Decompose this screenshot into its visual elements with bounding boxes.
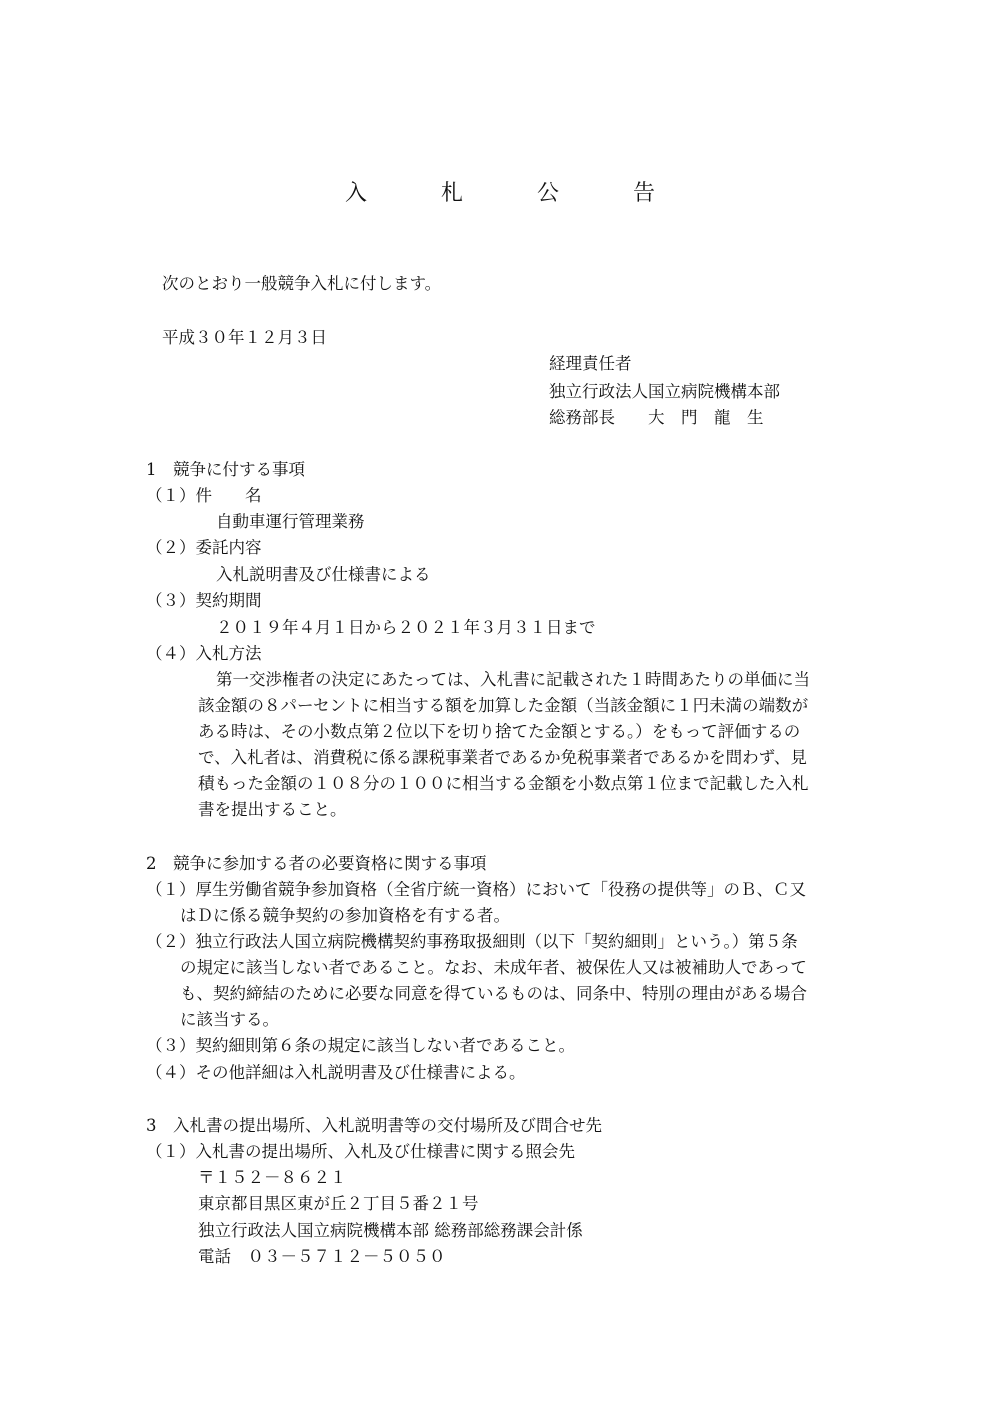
section-1-item-1-label: （１）件 名 <box>146 486 262 505</box>
issuer-role: 経理責任者 <box>549 354 632 373</box>
section-3-heading: 3 入札書の提出場所、入札説明書等の交付場所及び問合せ先 <box>146 1116 602 1135</box>
section-1-item-1-text: 自動車運行管理業務 <box>216 512 365 531</box>
section-2-item-2-line: も、契約締結のために必要な同意を得ているものは、同条中、特別の理由がある場合 <box>180 984 807 1003</box>
section-1-item-4-label: （４）入札方法 <box>146 644 262 663</box>
section-2-item-2-line: （２）独立行政法人国立病院機構契約事務取扱細則（以下「契約細則」という。）第５条 <box>146 932 798 951</box>
section-1-item-4-line: で、入札者は、消費税に係る課税事業者であるか免税事業者であるかを問わず、見 <box>198 748 807 767</box>
address: 東京都目黒区東が丘２丁目５番２１号 <box>198 1194 479 1213</box>
section-2-heading: 2 競争に参加する者の必要資格に関する事項 <box>146 854 487 873</box>
section-3-item-1-label: （１）入札書の提出場所、入札及び仕様書に関する照会先 <box>146 1142 575 1161</box>
phone-number: 電話 ０３－５７１２－５０５０ <box>198 1247 446 1266</box>
document-title: 入 札 公 告 <box>344 181 681 206</box>
section-1-item-4-line: 第一交渉権者の決定にあたっては、入札書に記載された１時間あたりの単価に当 <box>216 670 810 689</box>
issuer-organization: 独立行政法人国立病院機構本部 <box>549 382 780 401</box>
section-2-item-2-line: に該当する。 <box>180 1010 279 1029</box>
intro-text: 次のとおり一般競争入札に付します。 <box>162 274 442 293</box>
issuer-position-name: 総務部長 大 門 龍 生 <box>549 408 764 427</box>
section-2-item-1-line: はＤに係る競争契約の参加資格を有する者。 <box>180 906 510 925</box>
postal-code: 〒１５２－８６２１ <box>198 1168 347 1187</box>
section-1-item-3-text: ２０１９年４月１日から２０２１年３月３１日まで <box>216 618 596 637</box>
section-1-item-4-line: 該金額の８パーセントに相当する額を加算した金額（当該金額に１円未満の端数が <box>198 696 809 715</box>
section-1-heading: 1 競争に付する事項 <box>146 460 305 479</box>
section-2-item-1-line: （１）厚生労働省競争参加資格（全省庁統一資格）において「役務の提供等」のＢ、Ｃ又 <box>146 880 806 899</box>
section-1-item-4-line: 書を提出すること。 <box>198 800 347 819</box>
notice-date: 平成３０年１２月３日 <box>162 328 327 347</box>
section-1-item-4-line: ある時は、その小数点第２位以下を切り捨てた金額とする。）をもって評価するの <box>198 722 801 741</box>
section-2-item-3: （３）契約細則第６条の規定に該当しない者であること。 <box>146 1036 575 1055</box>
section-2-item-4: （４）その他詳細は入札説明書及び仕様書による。 <box>146 1063 526 1082</box>
section-1-item-2-label: （２）委託内容 <box>146 538 262 557</box>
section-1-item-2-text: 入札説明書及び仕様書による <box>216 565 431 584</box>
department: 独立行政法人国立病院機構本部 総務部総務課会計係 <box>198 1221 583 1240</box>
section-2-item-2-line: の規定に該当しない者であること。なお、未成年者、被保佐人又は被補助人であって <box>180 958 807 977</box>
section-1-item-4-line: 積もった金額の１０８分の１００に相当する金額を小数点第１位まで記載した入札 <box>198 774 809 793</box>
section-1-item-3-label: （３）契約期間 <box>146 591 262 610</box>
